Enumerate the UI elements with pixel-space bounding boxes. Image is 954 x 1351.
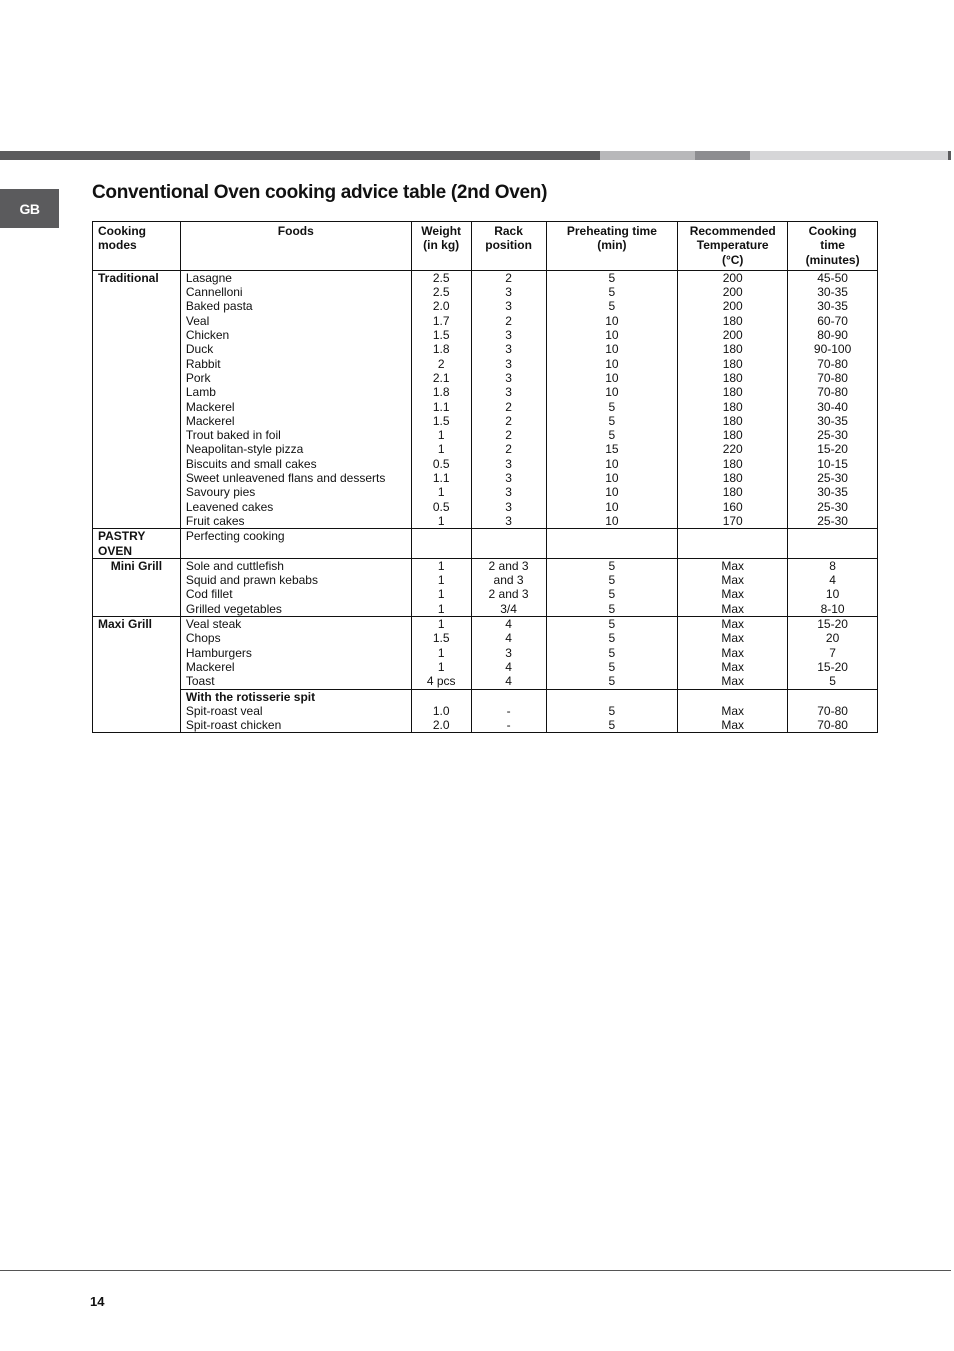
column-header-cooking-time: Cooking time (minutes) [788,222,878,271]
food-item: Veal [185,313,210,328]
weight-cell: 2.5 2.5 2.0 1.7 1.5 1.8 2 2.1 1.8 1.1 1.5 1 1 0.5 1.1 1 0.5 1 [411,270,471,528]
region-tab: GB [0,189,59,228]
rack-position-cell: - - [471,689,546,733]
column-header-preheating-time: Preheating time (min) [546,222,678,271]
food-item: Trout baked in foil [185,428,281,443]
column-header-foods: Foods [180,222,411,271]
food-item: Squid and prawn kebabs [185,573,318,588]
food-item: Lamb [185,385,216,400]
table-row [93,558,878,616]
rack-position-cell: 4 4 3 4 4 [471,617,546,689]
preheating-time-cell: 5 5 5 10 10 10 10 10 10 5 5 5 15 10 10 10 10 10 [546,270,678,528]
page-number: 14 [90,1294,105,1309]
food-item: Grilled vegetables [185,601,282,616]
weight-cell: 1.0 2.0 [411,689,471,733]
food-item: Lasagne [185,270,232,285]
food-item: Veal steak [185,617,242,632]
page-title: Conventional Oven cooking advice table (2nd Oven) [92,182,548,203]
foods-cell [180,689,411,733]
cooking-time-cell: 70-80 70-80 [788,689,878,733]
temperature-cell: Max Max [678,689,788,733]
temperature-cell: Max Max Max Max [678,558,788,616]
column-header-rack-position: Rack position [471,222,546,271]
food-item: Rabbit [185,356,221,371]
weight-cell [411,529,471,559]
food-item: Savoury pies [185,485,256,500]
cooking-time-cell: 8 4 10 8-10 [788,558,878,616]
food-item: Sole and cuttlefish [185,558,284,573]
food-item: Duck [185,342,214,357]
food-item: Spit-roast chicken [185,718,282,733]
table-body [93,270,878,733]
food-item: Neapolitan-style pizza [185,442,304,457]
table-header-row [93,222,878,271]
food-item: Baked pasta [185,299,253,314]
foods-cell [180,529,411,559]
food-item: Leavened cakes [185,499,274,514]
cooking-time-cell [788,529,878,559]
food-item: Chops [185,631,221,646]
food-item: Toast [185,674,215,689]
foods-cell [180,617,411,689]
foods-cell [180,558,411,616]
table-row [93,617,878,689]
temperature-cell: Max Max Max Max Max [678,617,788,689]
preheating-time-cell [546,529,678,559]
table-row [93,270,878,528]
cooking-advice-table [92,221,878,733]
rack-position-cell: 2 3 3 2 3 3 3 3 3 2 2 2 2 3 3 3 3 3 [471,270,546,528]
cooking-mode-cell: Maxi Grill [93,617,181,733]
cooking-mode-cell: Mini Grill [93,558,181,616]
foods-cell [180,270,411,528]
rack-position-cell [471,529,546,559]
food-item: Fruit cakes [185,513,245,528]
cooking-time-cell: 15-20 20 7 15-20 5 [788,617,878,689]
food-item: Pork [185,370,211,385]
weight-cell: 1 1.5 1 1 4 pcs [411,617,471,689]
table-row [93,689,878,733]
food-item: Biscuits and small cakes [185,456,317,471]
food-item: Mackerel [185,659,235,674]
cooking-mode-cell: PASTRY OVEN [93,529,181,559]
section-heading: With the rotisserie spit [185,689,316,704]
column-header-cooking-modes: Cooking modes [93,222,181,271]
food-item: Chicken [185,328,230,343]
food-item: Spit-roast veal [185,703,263,718]
rack-position-cell: 2 and 3 and 3 2 and 3 3/4 [471,558,546,616]
column-header-temperature: Recommended Temperature (°C) [678,222,788,271]
footer-divider [0,1270,951,1271]
food-item: Perfecting cooking [185,529,285,544]
preheating-time-cell: 5 5 [546,689,678,733]
temperature-cell [678,529,788,559]
food-item: Cannelloni [185,285,243,300]
top-color-bar [0,151,954,160]
food-item: Mackerel [185,399,235,414]
food-item: Cod fillet [185,587,233,602]
cooking-mode-cell: Traditional [93,270,181,528]
table-row [93,529,878,559]
food-item: Hamburgers [185,645,252,660]
food-item: Mackerel [185,413,235,428]
column-header-weight: Weight (in kg) [411,222,471,271]
temperature-cell: 200 200 200 180 200 180 180 180 180 180 180 180 220 180 180 180 160 170 [678,270,788,528]
preheating-time-cell: 5 5 5 5 5 [546,617,678,689]
food-item: Sweet unleavened flans and desserts [185,471,386,486]
preheating-time-cell: 5 5 5 5 [546,558,678,616]
weight-cell: 1 1 1 1 [411,558,471,616]
cooking-time-cell: 45-50 30-35 30-35 60-70 80-90 90-100 70-80 70-80 70-80 30-40 30-35 25-30 15-20 10-15 25-30 30-35 25-30 25-30 [788,270,878,528]
